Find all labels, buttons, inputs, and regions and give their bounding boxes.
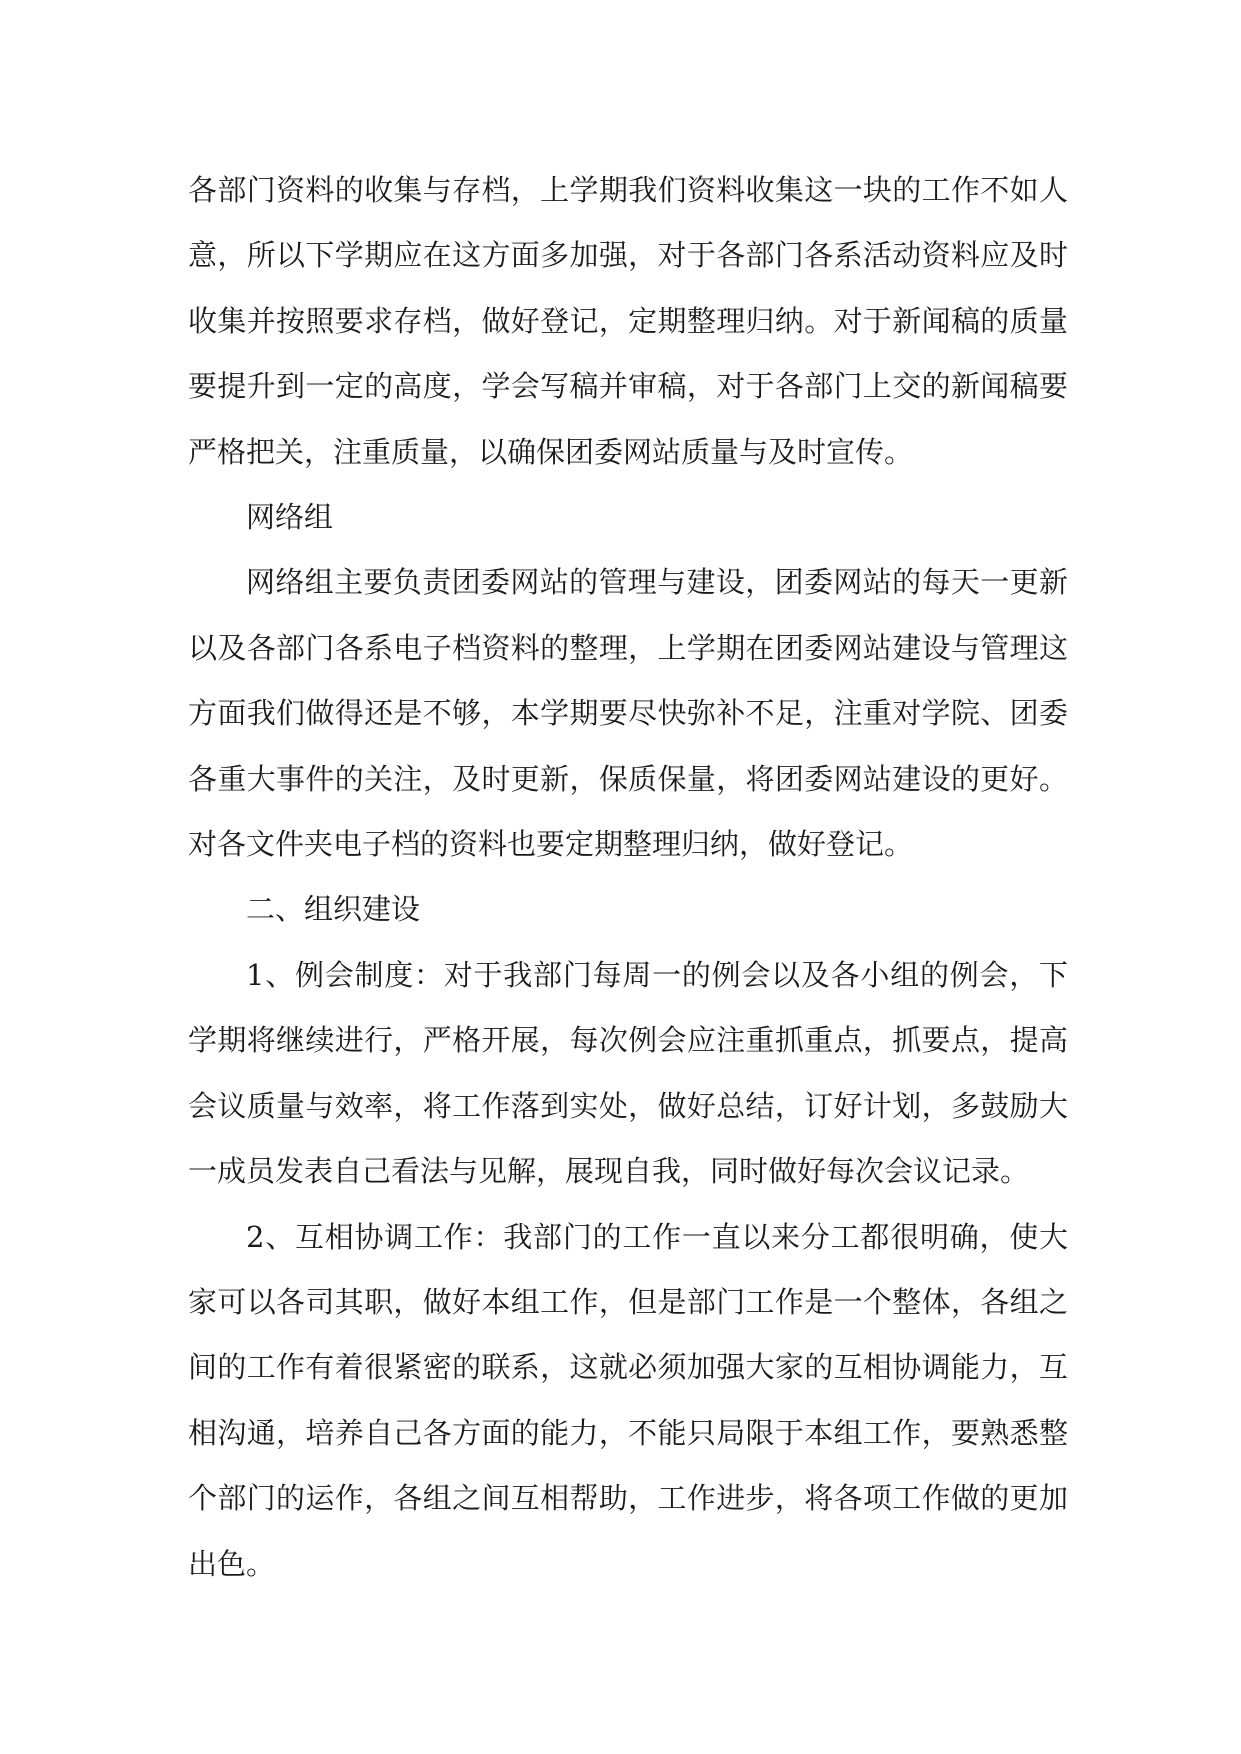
section-heading-network-group: 网络组: [246, 500, 334, 535]
paragraph-meeting-system: 1、例会制度：对于我部门每周一的例会以及各小组的例会，下学期将继续进行，严格开展，每次例会应注重抓重点，抓要点，提高会议质量与效率，将工作落到实处，做好总结，订好计划，多鼓励大一成员发表自己看法与见解，展现自我，同时做好每次会议记录。: [188, 957, 1068, 1189]
document-body: [188, 158, 1068, 1597]
paragraph-coordination: 2、互相协调工作：我部门的工作一直以来分工都很明确，使大家可以各司其职，做好本组工作，但是部门工作是一个整体，各组之间的工作有着很紧密的联系，这就必须加强大家的互相协调能力，互相沟通，培养自己各方面的能力，不能只局限于本组工作，要熟悉整个部门的运作，各组之间互相帮助，工作进步，将各项工作做的更加出色。: [188, 1219, 1068, 1581]
paragraph-network-group: 网络组主要负责团委网站的管理与建设，团委网站的每天一更新以及各部门各系电子档资料的整理，上学期在团委网站建设与管理这方面我们做得还是不够，本学期要尽快弥补不足，注重对学院、团委各重大事件的关注，及时更新，保质保量，将团委网站建设的更好。对各文件夹电子档的资料也要定期整理归纳，做好登记。: [188, 565, 1068, 862]
section-heading-organization: 二、组织建设: [246, 892, 421, 927]
paragraph-archive: 各部门资料的收集与存档，上学期我们资料收集这一块的工作不如人意，所以下学期应在这方面多加强，对于各部门各系活动资料应及时收集并按照要求存档，做好登记，定期整理归纳。对于新闻稿的质量要提升到一定的高度，学会写稿并审稿，对于各部门上交的新闻稿要严格把关，注重质量，以确保团委网站质量与及时宣传。: [188, 173, 1068, 469]
